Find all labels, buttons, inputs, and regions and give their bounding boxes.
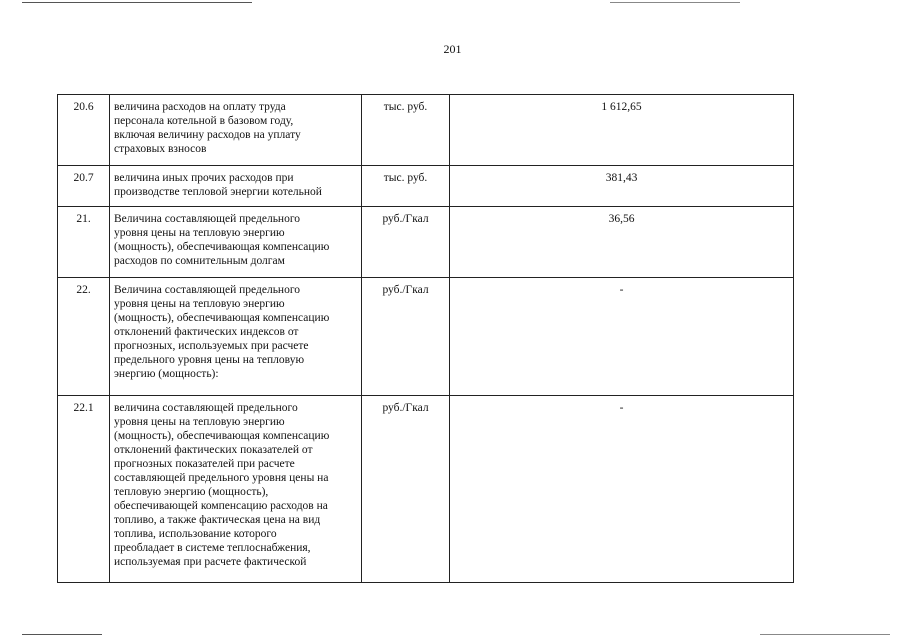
- row-unit: тыс. руб.: [362, 166, 450, 207]
- row-number: 20.6: [58, 95, 110, 166]
- row-number: 22.: [58, 278, 110, 396]
- row-value: 381,43: [450, 166, 794, 207]
- row-unit: руб./Гкал: [362, 278, 450, 396]
- row-value: 1 612,65: [450, 95, 794, 166]
- row-value: -: [450, 278, 794, 396]
- scan-line-top-right: [610, 2, 740, 3]
- table-row: [58, 396, 794, 583]
- row-unit: руб./Гкал: [362, 207, 450, 278]
- row-description: величина иных прочих расходов при производстве тепловой энергии котельной: [110, 166, 362, 207]
- row-description: Величина составляющей предельного уровня цены на тепловую энергию (мощность), обеспечивающая компенсацию расходов по сомнительным долгам: [110, 207, 362, 278]
- table-row: [58, 278, 794, 396]
- tariff-table: [57, 94, 794, 583]
- table-row: [58, 166, 794, 207]
- table-row: [58, 95, 794, 166]
- row-description: величина составляющей предельного уровня цены на тепловую энергию (мощность), обеспечивающая компенсацию отклонений фактических показателей от прогнозных показателей при расчете составляющей предельного уровня цены на тепловую энергию (мощность), обеспечивающей компенсацию расходов на топливо, а также фактическая цена на вид топлива, использование которого преобладает в системе теплоснабжения, используемая при расчете фактической: [110, 396, 362, 583]
- scan-line-bottom-left: [22, 634, 102, 635]
- row-unit: тыс. руб.: [362, 95, 450, 166]
- scan-line-bottom-right: [760, 634, 890, 635]
- row-description: величина расходов на оплату труда персонала котельной в базовом году, включая величину расходов на уплату страховых взносов: [110, 95, 362, 166]
- row-number: 22.1: [58, 396, 110, 583]
- table-row: [58, 207, 794, 278]
- page-number: 201: [443, 42, 462, 56]
- scan-line-top-left: [22, 2, 252, 3]
- row-value: -: [450, 396, 794, 583]
- row-value: 36,56: [450, 207, 794, 278]
- row-unit: руб./Гкал: [362, 396, 450, 583]
- row-number: 20.7: [58, 166, 110, 207]
- row-number: 21.: [58, 207, 110, 278]
- row-description: Величина составляющей предельного уровня цены на тепловую энергию (мощность), обеспечивающая компенсацию отклонений фактических индексов от прогнозных, используемых при расчете предельного уровня цены на тепловую энергию (мощность):: [110, 278, 362, 396]
